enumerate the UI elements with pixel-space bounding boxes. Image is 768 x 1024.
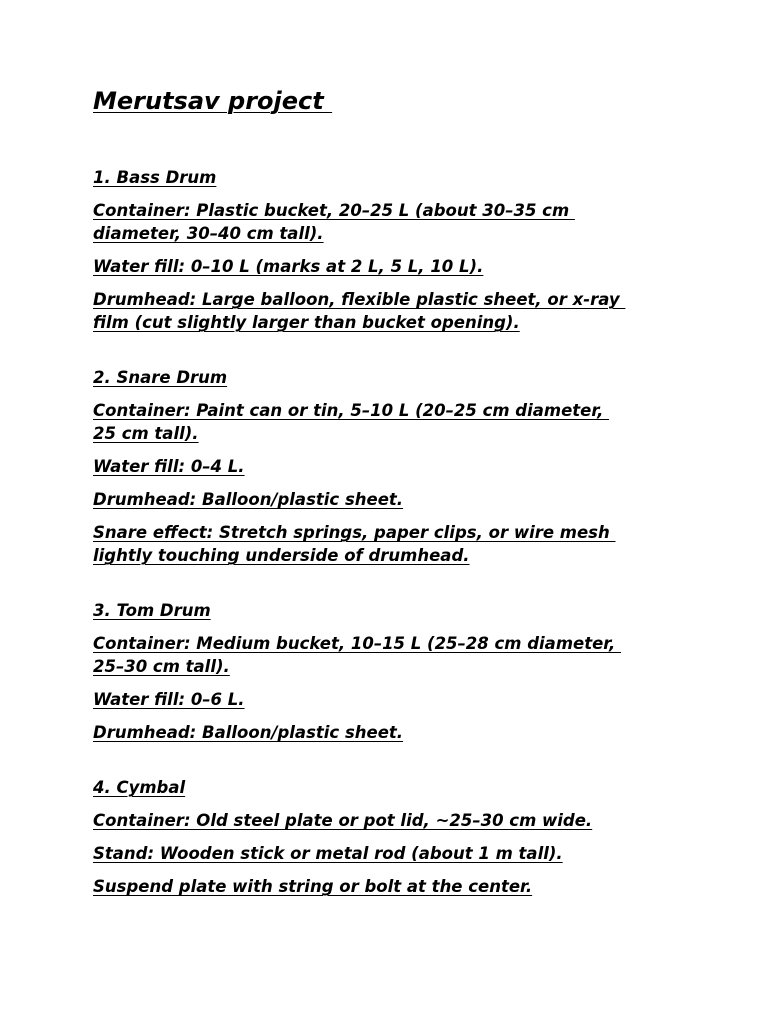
paragraph: Water fill: 0–4 L. (93, 457, 245, 476)
paragraph: Suspend plate with string or bolt at the center. (93, 877, 533, 896)
section-heading: 1. Bass Drum (93, 168, 217, 187)
section-cymbal (93, 776, 678, 898)
document-title: Merutsav project (93, 87, 333, 115)
paragraph: Stand: Wooden stick or metal rod (about 1 m tall). (93, 844, 563, 863)
paragraph: Water fill: 0–10 L (marks at 2 L, 5 L, 10 L). (93, 257, 484, 276)
section-heading: 2. Snare Drum (93, 368, 228, 387)
section-snare-drum (93, 366, 678, 567)
paragraph: Drumhead: Balloon/plastic sheet. (93, 490, 404, 509)
paragraph: Container: Medium bucket, 10–15 L (25–28 cm diameter, 25–30 cm tall). (93, 634, 616, 676)
paragraph: Water fill: 0–6 L. (93, 690, 245, 709)
paragraph: Container: Old steel plate or pot lid, ~25–30 cm wide. (93, 811, 593, 830)
paragraph: Drumhead: Balloon/plastic sheet. (93, 723, 404, 742)
section-bass-drum (93, 166, 678, 334)
section-tom-drum (93, 599, 678, 744)
paragraph: Drumhead: Large balloon, flexible plastic sheet, or x-ray film (cut slightly larger than bucket opening). (93, 290, 620, 332)
paragraph: Container: Paint can or tin, 5–10 L (20–25 cm diameter, 25 cm tall). (93, 401, 604, 443)
paragraph: Container: Plastic bucket, 20–25 L (about 30–35 cm diameter, 30–40 cm tall). (93, 201, 570, 243)
paragraph: Snare effect: Stretch springs, paper clips, or wire mesh lightly touching underside of drumhead. (93, 523, 610, 565)
section-heading: 3. Tom Drum (93, 601, 211, 620)
section-heading: 4. Cymbal (93, 778, 186, 797)
